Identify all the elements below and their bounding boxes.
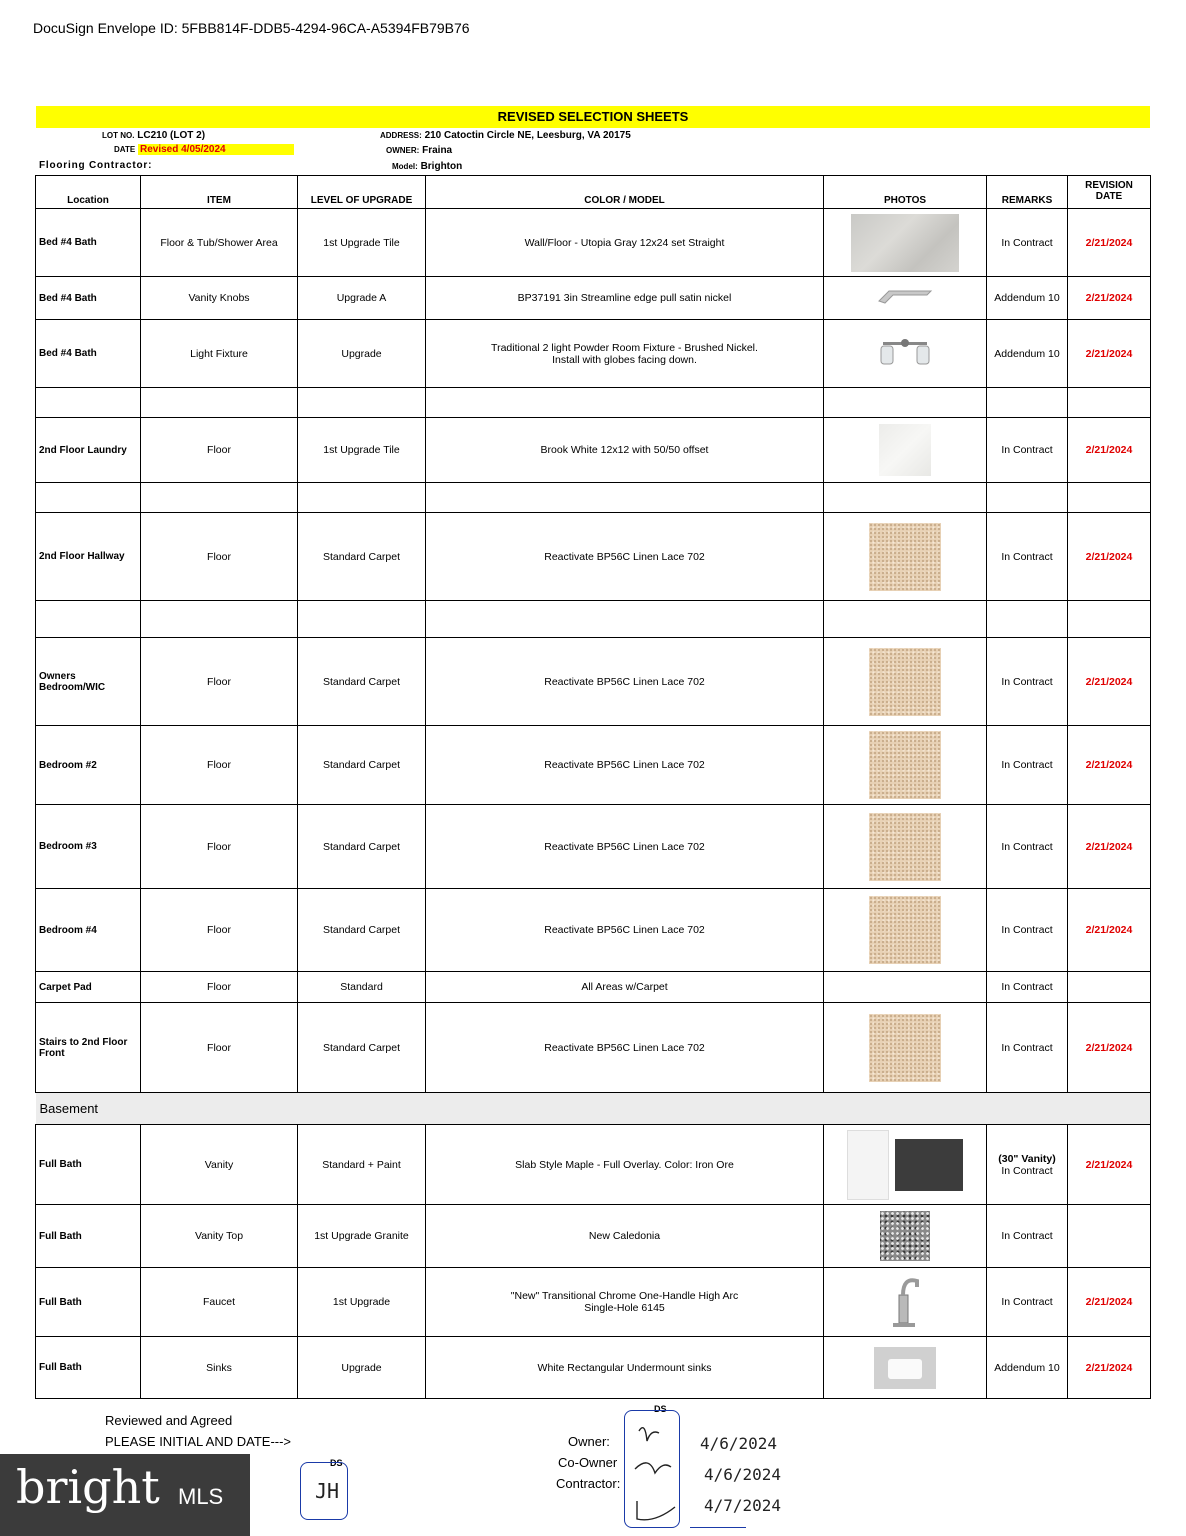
owner-value: Fraina: [422, 145, 453, 156]
row-date: 2/21/2024: [1068, 1125, 1151, 1205]
table-row: [36, 277, 1151, 320]
row-item: Floor: [141, 1003, 298, 1093]
table-row: [36, 972, 1151, 1003]
table-row: [36, 1337, 1151, 1399]
pull-photo: [875, 287, 935, 307]
row-photo: [824, 1125, 987, 1205]
date-label: DATE: [114, 145, 136, 154]
row-color-line2: Single-Hole 6145: [584, 1302, 665, 1314]
row-date: 2/21/2024: [1068, 1268, 1151, 1337]
row-remarks: In Contract: [987, 972, 1068, 1003]
table-row: [36, 638, 1151, 726]
faucet-photo: [885, 1273, 925, 1329]
table-row: [36, 726, 1151, 805]
row-remarks: In Contract: [987, 418, 1068, 483]
row-date: 2/21/2024: [1068, 889, 1151, 972]
carpet-photo: [869, 896, 941, 964]
row-color: Reactivate BP56C Linen Lace 702: [426, 513, 824, 601]
table-row: [36, 805, 1151, 889]
coowner-date: 4/6/2024: [704, 1465, 782, 1484]
row-date: 2/21/2024: [1068, 418, 1151, 483]
row-color: Reactivate BP56C Linen Lace 702: [426, 726, 824, 805]
initials-signature: JH: [315, 1479, 340, 1503]
row-location: Stairs to 2nd Floor Front: [36, 1003, 141, 1093]
row-photo: [824, 972, 987, 1003]
row-color: Brook White 12x12 with 50/50 offset: [426, 418, 824, 483]
row-level: Standard: [298, 972, 426, 1003]
envelope-id: DocuSign Envelope ID: 5FBB814F-DDB5-4294-96CA-A5394FB79B76: [33, 20, 470, 36]
row-location: Owners Bedroom/WIC: [36, 638, 141, 726]
row-level: Standard Carpet: [298, 805, 426, 889]
row-level: 1st Upgrade Tile: [298, 418, 426, 483]
row-photo: [824, 889, 987, 972]
col-remarks: REMARKS: [987, 176, 1068, 209]
carpet-photo: [869, 1014, 941, 1082]
table-row: [36, 1003, 1151, 1093]
table-row: [36, 889, 1151, 972]
row-item: Faucet: [141, 1268, 298, 1337]
row-item: Light Fixture: [141, 320, 298, 388]
owner-label: OWNER:: [386, 146, 420, 155]
table-row: [36, 1205, 1151, 1268]
row-remarks: In Contract: [987, 513, 1068, 601]
light-fixture-photo: [877, 332, 933, 372]
row-remarks: In Contract: [987, 726, 1068, 805]
flooring-contractor: Flooring Contractor:: [39, 160, 153, 171]
row-level: Upgrade: [298, 320, 426, 388]
logo-brand: bright: [16, 1460, 160, 1514]
row-remarks: In Contract: [987, 805, 1068, 889]
col-color: COLOR / MODEL: [426, 176, 824, 209]
row-color: Reactivate BP56C Linen Lace 702: [426, 889, 824, 972]
row-level: Standard + Paint: [298, 1125, 426, 1205]
model-value: Brighton: [420, 161, 463, 172]
section-basement: Basement: [36, 1093, 1068, 1125]
row-item: Floor: [141, 513, 298, 601]
row-location: Full Bath: [36, 1205, 141, 1268]
col-item: ITEM: [141, 176, 298, 209]
row-date: [1068, 972, 1151, 1003]
ds-label-initials: DS: [330, 1458, 343, 1468]
row-date: [1068, 1205, 1151, 1268]
initial-text: PLEASE INITIAL AND DATE--->: [105, 1434, 292, 1449]
table-row: [36, 320, 1151, 388]
row-item: Floor: [141, 726, 298, 805]
row-date: 2/21/2024: [1068, 513, 1151, 601]
white-tile-photo: [879, 424, 931, 476]
row-color: Slab Style Maple - Full Overlay. Color: Iron Ore: [426, 1125, 824, 1205]
row-date: 2/21/2024: [1068, 277, 1151, 320]
row-photo: [824, 638, 987, 726]
section-row: [36, 1093, 1151, 1125]
row-level: Upgrade: [298, 1337, 426, 1399]
carpet-photo: [869, 648, 941, 716]
carpet-photo: [869, 731, 941, 799]
row-photo: [824, 805, 987, 889]
initials-signature-box[interactable]: [300, 1462, 348, 1520]
address-info: [380, 130, 631, 141]
logo-suffix: MLS: [178, 1484, 224, 1509]
brightmls-logo: [0, 1454, 250, 1536]
row-photo: [824, 1337, 987, 1399]
row-color: [426, 320, 824, 388]
owner-label: Owner:: [568, 1434, 610, 1449]
row-photo: [824, 1205, 987, 1268]
row-color: Wall/Floor - Utopia Gray 12x24 set Straight: [426, 209, 824, 277]
row-item: Floor & Tub/Shower Area: [141, 209, 298, 277]
table-row: [36, 1125, 1151, 1205]
row-remarks: [987, 1125, 1068, 1205]
row-item: Floor: [141, 805, 298, 889]
row-level: Upgrade A: [298, 277, 426, 320]
table-row: [36, 418, 1151, 483]
row-location: Full Bath: [36, 1268, 141, 1337]
address-value: 210 Catoctin Circle NE, Leesburg, VA 20175: [424, 130, 631, 141]
row-location: 2nd Floor Laundry: [36, 418, 141, 483]
cabinet-color-photo: [895, 1139, 963, 1191]
col-location: Location: [36, 176, 141, 209]
row-remarks-text: In Contract: [1001, 1164, 1053, 1177]
date-info: [114, 144, 294, 155]
row-remarks: Addendum 10: [987, 1337, 1068, 1399]
granite-photo: [880, 1211, 930, 1261]
row-photo: [824, 418, 987, 483]
row-item: Floor: [141, 889, 298, 972]
row-date: 2/21/2024: [1068, 320, 1151, 388]
row-location: Bedroom #3: [36, 805, 141, 889]
row-level: Standard Carpet: [298, 638, 426, 726]
row-color-line2: Install with globes facing down.: [552, 353, 697, 366]
row-location: Carpet Pad: [36, 972, 141, 1003]
row-photo: [824, 1003, 987, 1093]
row-color: All Areas w/Carpet: [426, 972, 824, 1003]
table-header-row: [36, 176, 1151, 209]
row-location: Bed #4 Bath: [36, 320, 141, 388]
reviewed-text: Reviewed and Agreed: [105, 1413, 233, 1428]
row-photo: [824, 1268, 987, 1337]
row-color-line1: "New" Transitional Chrome One-Handle High Arc: [510, 1290, 739, 1302]
row-color: Reactivate BP56C Linen Lace 702: [426, 1003, 824, 1093]
row-color: Reactivate BP56C Linen Lace 702: [426, 805, 824, 889]
row-color: New Caledonia: [426, 1205, 824, 1268]
cabinet-door-photo: [847, 1130, 889, 1200]
row-date: 2/21/2024: [1068, 209, 1151, 277]
row-color: Reactivate BP56C Linen Lace 702: [426, 638, 824, 726]
row-remarks: In Contract: [987, 1205, 1068, 1268]
row-remarks: In Contract: [987, 1268, 1068, 1337]
row-remarks: Addendum 10: [987, 320, 1068, 388]
row-photo: [824, 277, 987, 320]
row-level: Standard Carpet: [298, 1003, 426, 1093]
selection-table: [35, 175, 1151, 1399]
table-row: [36, 1268, 1151, 1337]
row-level: Standard Carpet: [298, 726, 426, 805]
blank-row: [36, 483, 1151, 513]
row-date: 2/21/2024: [1068, 1337, 1151, 1399]
sink-photo: [874, 1347, 936, 1389]
row-level: 1st Upgrade: [298, 1268, 426, 1337]
col-level: LEVEL OF UPGRADE: [298, 176, 426, 209]
date-value: Revised 4/05/2024: [138, 144, 294, 155]
table-row: [36, 209, 1151, 277]
handwritten-signatures: [625, 1411, 681, 1529]
owner-info: [386, 145, 452, 156]
coowner-label: Co-Owner: [558, 1455, 618, 1470]
row-remarks-note: (30" Vanity): [998, 1152, 1056, 1165]
row-location: Full Bath: [36, 1337, 141, 1399]
lot-value: LC210 (LOT 2): [137, 130, 206, 141]
row-location: Full Bath: [36, 1125, 141, 1205]
row-location: Bedroom #2: [36, 726, 141, 805]
row-item: Sinks: [141, 1337, 298, 1399]
lot-label: LOT NO.: [102, 131, 135, 140]
row-date: 2/21/2024: [1068, 638, 1151, 726]
row-date: 2/21/2024: [1068, 1003, 1151, 1093]
owner-date: 4/6/2024: [700, 1434, 778, 1453]
row-remarks: In Contract: [987, 1003, 1068, 1093]
model-label: Model:: [392, 162, 418, 171]
blank-row: [36, 601, 1151, 638]
row-color: White Rectangular Undermount sinks: [426, 1337, 824, 1399]
contractor-label: Contractor:: [556, 1476, 621, 1491]
row-color: BP37191 3in Streamline edge pull satin nickel: [426, 277, 824, 320]
row-location: Bedroom #4: [36, 889, 141, 972]
row-remarks: In Contract: [987, 889, 1068, 972]
carpet-photo: [869, 523, 941, 591]
row-item: Floor: [141, 638, 298, 726]
carpet-photo: [869, 813, 941, 881]
row-date: 2/21/2024: [1068, 805, 1151, 889]
row-remarks: In Contract: [987, 209, 1068, 277]
row-photo: [824, 513, 987, 601]
model-info: [392, 161, 462, 172]
row-location: 2nd Floor Hallway: [36, 513, 141, 601]
gray-tile-photo: [851, 214, 959, 272]
col-revision-date: REVISION DATE: [1068, 176, 1151, 209]
row-location: Bed #4 Bath: [36, 209, 141, 277]
row-item: Floor: [141, 418, 298, 483]
table-row: [36, 513, 1151, 601]
lot-info: [102, 130, 205, 141]
row-level: Standard Carpet: [298, 513, 426, 601]
row-remarks: Addendum 10: [987, 277, 1068, 320]
ds-label-signatures: DS: [654, 1404, 667, 1414]
row-photo: [824, 209, 987, 277]
row-level: 1st Upgrade Tile: [298, 209, 426, 277]
row-date: 2/21/2024: [1068, 726, 1151, 805]
row-item: Floor: [141, 972, 298, 1003]
col-photos: PHOTOS: [824, 176, 987, 209]
row-location: Bed #4 Bath: [36, 277, 141, 320]
row-item: Vanity Top: [141, 1205, 298, 1268]
signature-box[interactable]: [624, 1410, 680, 1528]
contractor-date: 4/7/2024: [704, 1496, 782, 1515]
row-color: [426, 1268, 824, 1337]
address-label: ADDRESS:: [380, 131, 422, 140]
blank-row: [36, 388, 1151, 418]
signature-underline: [690, 1527, 746, 1528]
row-level: Standard Carpet: [298, 889, 426, 972]
row-photo: [824, 726, 987, 805]
row-item: Vanity Knobs: [141, 277, 298, 320]
row-remarks: In Contract: [987, 638, 1068, 726]
row-photo: [824, 320, 987, 388]
row-item: Vanity: [141, 1125, 298, 1205]
page-title: REVISED SELECTION SHEETS: [36, 106, 1150, 128]
row-level: 1st Upgrade Granite: [298, 1205, 426, 1268]
row-color-line1: Traditional 2 light Powder Room Fixture - Brushed Nickel.: [491, 341, 758, 354]
